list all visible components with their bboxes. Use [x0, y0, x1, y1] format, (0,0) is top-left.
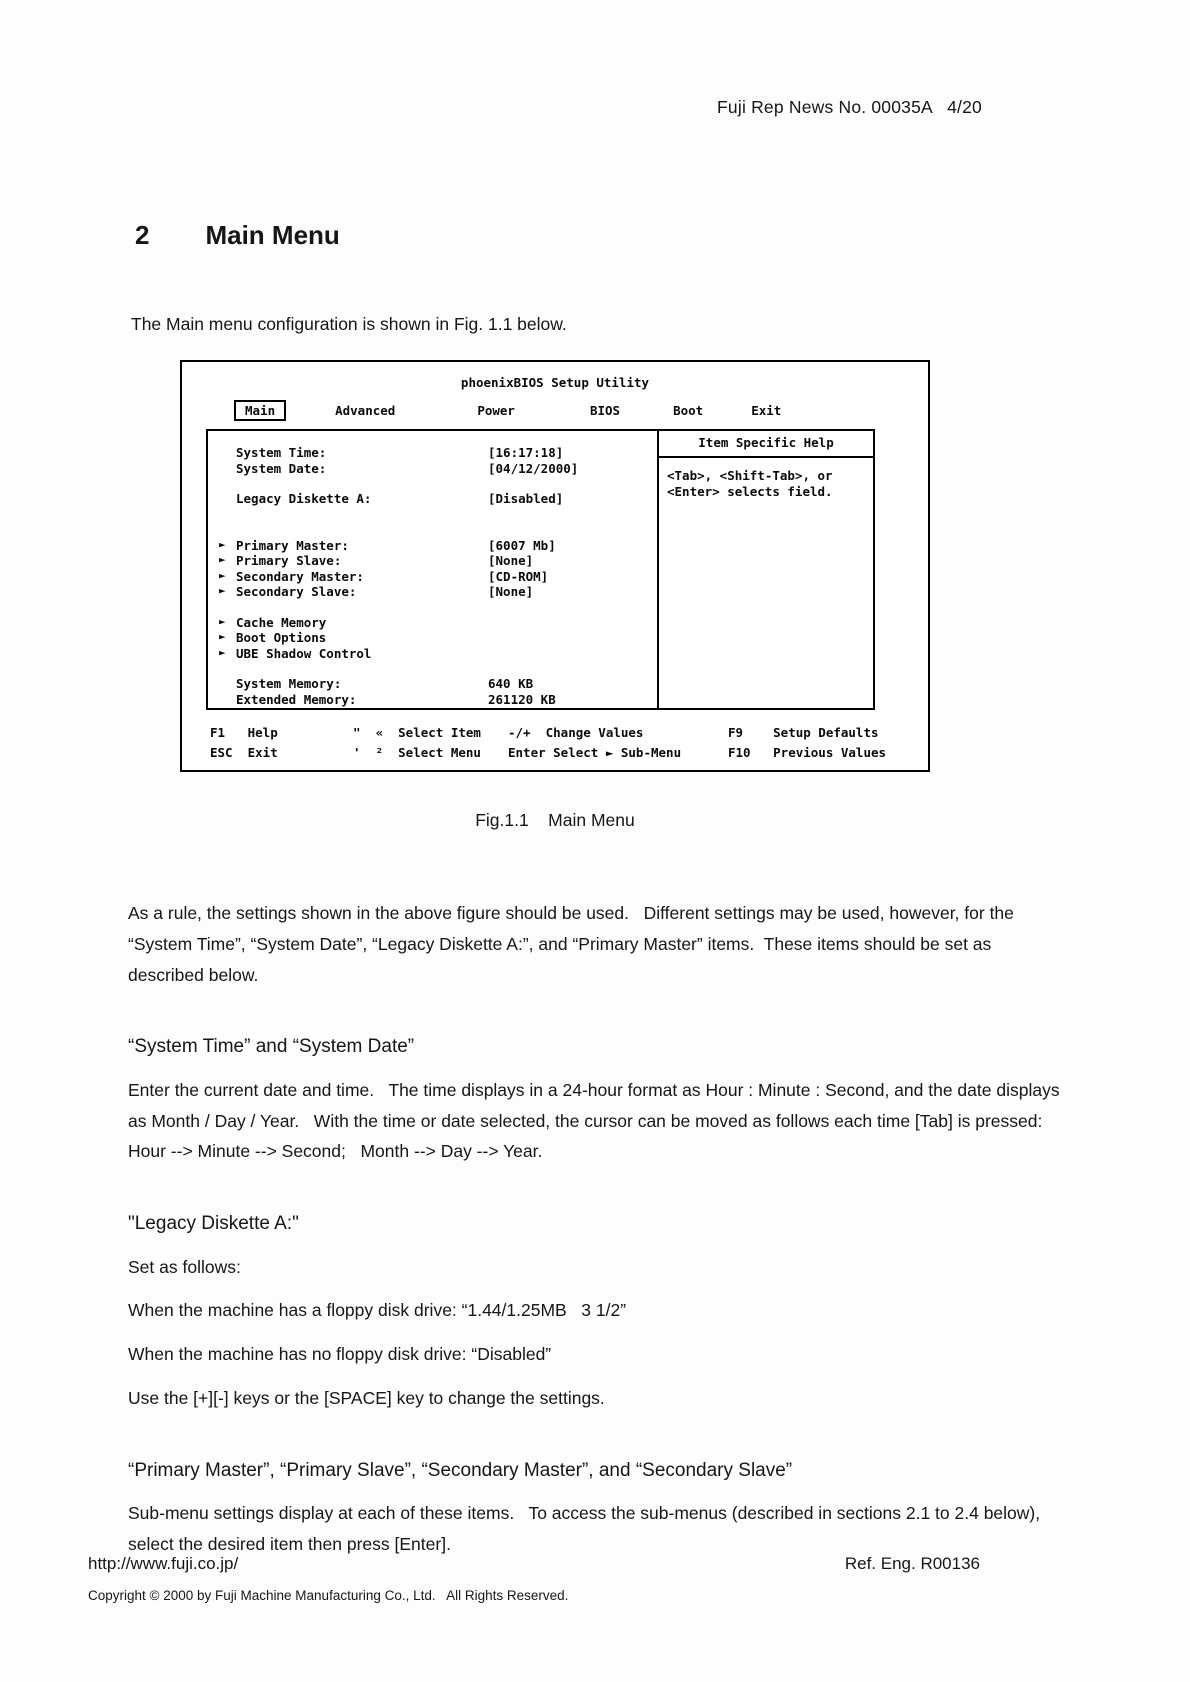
body-paragraph: When the machine has no floppy disk drive: “Disabled” [128, 1344, 552, 1365]
help-text-line: <Tab>, <Shift-Tab>, or [667, 468, 833, 483]
help-panel-body [659, 458, 873, 510]
subsection-heading: “Primary Master”, “Primary Slave”, “Secondary Master”, and “Secondary Slave” [128, 1459, 793, 1481]
bios-setting-row [208, 676, 657, 692]
body-paragraph: As a rule, the settings shown in the above figure should be used. Different settings may be used, however, for the “System Time”, “System Date”, “Legacy Diskette A:”, and “Primary Master” items. These items should be set as described below. [128, 903, 1019, 985]
setting-value: [CD-ROM] [488, 568, 549, 584]
setting-value: [04/12/2000] [488, 460, 579, 476]
section-heading [135, 220, 340, 251]
bios-menu-bar [234, 399, 928, 421]
doc-reference: Fuji Rep News No. 00035A 4/20 [717, 97, 982, 117]
bios-tab-exit: Exit [751, 402, 782, 418]
subsection-system-time-date [128, 1030, 1070, 1167]
bios-tab-main: Main [234, 400, 286, 421]
setting-label: Extended Memory: [236, 691, 357, 707]
body-paragraph: Use the [+][-] keys or the [SPACE] key to change the settings. [128, 1388, 605, 1409]
bios-setting-row [208, 615, 657, 631]
submenu-arrow-icon: ► [219, 614, 226, 628]
footer-copyright: Copyright © 2000 by Fuji Machine Manufacturing Co., Ltd. All Rights Reserved. [88, 1588, 569, 1603]
submenu-arrow-icon: ► [219, 568, 226, 582]
intro-paragraph: The Main menu configuration is shown in Fig. 1.1 below. [131, 313, 567, 334]
keybar-cell: " « Select Item [353, 725, 481, 740]
body-paragraph: When the machine has a floppy disk drive: “1.44/1.25MB 3 1/2” [128, 1300, 627, 1321]
setting-label: Primary Master: [236, 537, 349, 553]
footer-url: http://www.fuji.co.jp/ [88, 1554, 239, 1573]
setting-label: System Time: [236, 445, 327, 460]
bios-setting-row [208, 569, 657, 585]
keybar-cell: ESC Exit [210, 745, 278, 760]
bios-tab-advanced: Advanced [335, 402, 396, 418]
submenu-arrow-icon: ► [219, 537, 226, 551]
setting-value: [6007 Mb] [488, 537, 556, 553]
setting-label: System Date: [236, 460, 327, 476]
bios-tab-power: Power [477, 402, 515, 418]
bios-setting-row [208, 553, 657, 569]
setting-label: Legacy Diskette A: [236, 491, 372, 506]
setting-label: Secondary Master: [236, 568, 364, 584]
setting-label: UBE Shadow Control [236, 645, 372, 661]
subsection-primary-master [128, 1454, 1070, 1560]
body-paragraph: Sub-menu settings display at each of these items. To access the sub-menus (described in sections 2.1 to 2.4 below), select the desired item then press [Enter]. [128, 1503, 1045, 1555]
bios-settings-panel [208, 431, 657, 708]
figure-caption: Fig.1.1 Main Menu [475, 810, 635, 830]
bios-content-area [206, 429, 875, 710]
setting-value: [16:17:18] [488, 445, 564, 460]
bios-setting-row [208, 584, 657, 600]
setting-value: 640 KB [488, 676, 534, 691]
section-number: 2 [135, 220, 150, 250]
bios-setting-row [208, 630, 657, 646]
bios-screenshot-figure [180, 360, 930, 772]
setting-label: Primary Slave: [236, 553, 342, 568]
submenu-arrow-icon: ► [219, 630, 226, 643]
setting-value: 261120 KB [488, 691, 556, 707]
subsection-heading: “System Time” and “System Date” [128, 1036, 415, 1058]
keybar-cell: Enter Select ► Sub-Menu [508, 745, 682, 760]
section-title: Main Menu [205, 220, 340, 250]
help-panel-title: Item Specific Help [659, 431, 873, 458]
setting-value: [None] [488, 584, 534, 599]
keybar-cell: ' ² Select Menu [353, 745, 481, 760]
setting-label: Boot Options [236, 630, 327, 645]
subsection-heading: "Legacy Diskette A:" [128, 1213, 299, 1235]
bios-setting-row [208, 461, 657, 477]
keybar-cell: F10 Previous Values [728, 745, 887, 760]
submenu-arrow-icon: ► [219, 645, 226, 659]
bios-setting-row [208, 538, 657, 554]
bios-setting-row [208, 445, 657, 461]
body-text [128, 898, 1070, 1560]
bios-utility-title: phoenixBIOS Setup Utility [460, 375, 650, 390]
body-paragraph: Enter the current date and time. The time displays in a 24-hour format as Hour : Minute : Second, and the date displays as Month / Day / Year. With the time or date selected, the cursor can be moved as follows each time [Tab] is pressed: Hour --> Minute --> Second; Month --> Day --> Year. [128, 1079, 1065, 1162]
keybar-cell: -/+ Change Values [508, 725, 644, 740]
setting-value: [Disabled] [488, 491, 564, 506]
bios-key-help-bar [210, 725, 916, 760]
bios-tab-bios: BIOS [589, 402, 621, 418]
bios-tab-boot: Boot [673, 402, 704, 418]
setting-label: Secondary Slave: [236, 584, 357, 599]
bios-help-panel [657, 431, 873, 708]
bios-setting-row [208, 491, 657, 507]
keybar-cell: F1 Help [210, 725, 278, 740]
help-text-line: <Enter> selects field. [667, 484, 833, 499]
setting-label: System Memory: [236, 676, 342, 691]
footer-reference: Ref. Eng. R00136 [844, 1554, 980, 1573]
bios-setting-row [208, 692, 657, 708]
body-paragraph: Set as follows: [128, 1256, 241, 1277]
keybar-cell: F9 Setup Defaults [728, 725, 879, 740]
setting-label: Cache Memory [236, 614, 327, 630]
subsection-legacy-diskette [128, 1207, 1070, 1414]
submenu-arrow-icon: ► [219, 553, 226, 566]
submenu-arrow-icon: ► [219, 584, 226, 597]
bios-setting-row [208, 646, 657, 662]
setting-value: [None] [488, 553, 534, 568]
